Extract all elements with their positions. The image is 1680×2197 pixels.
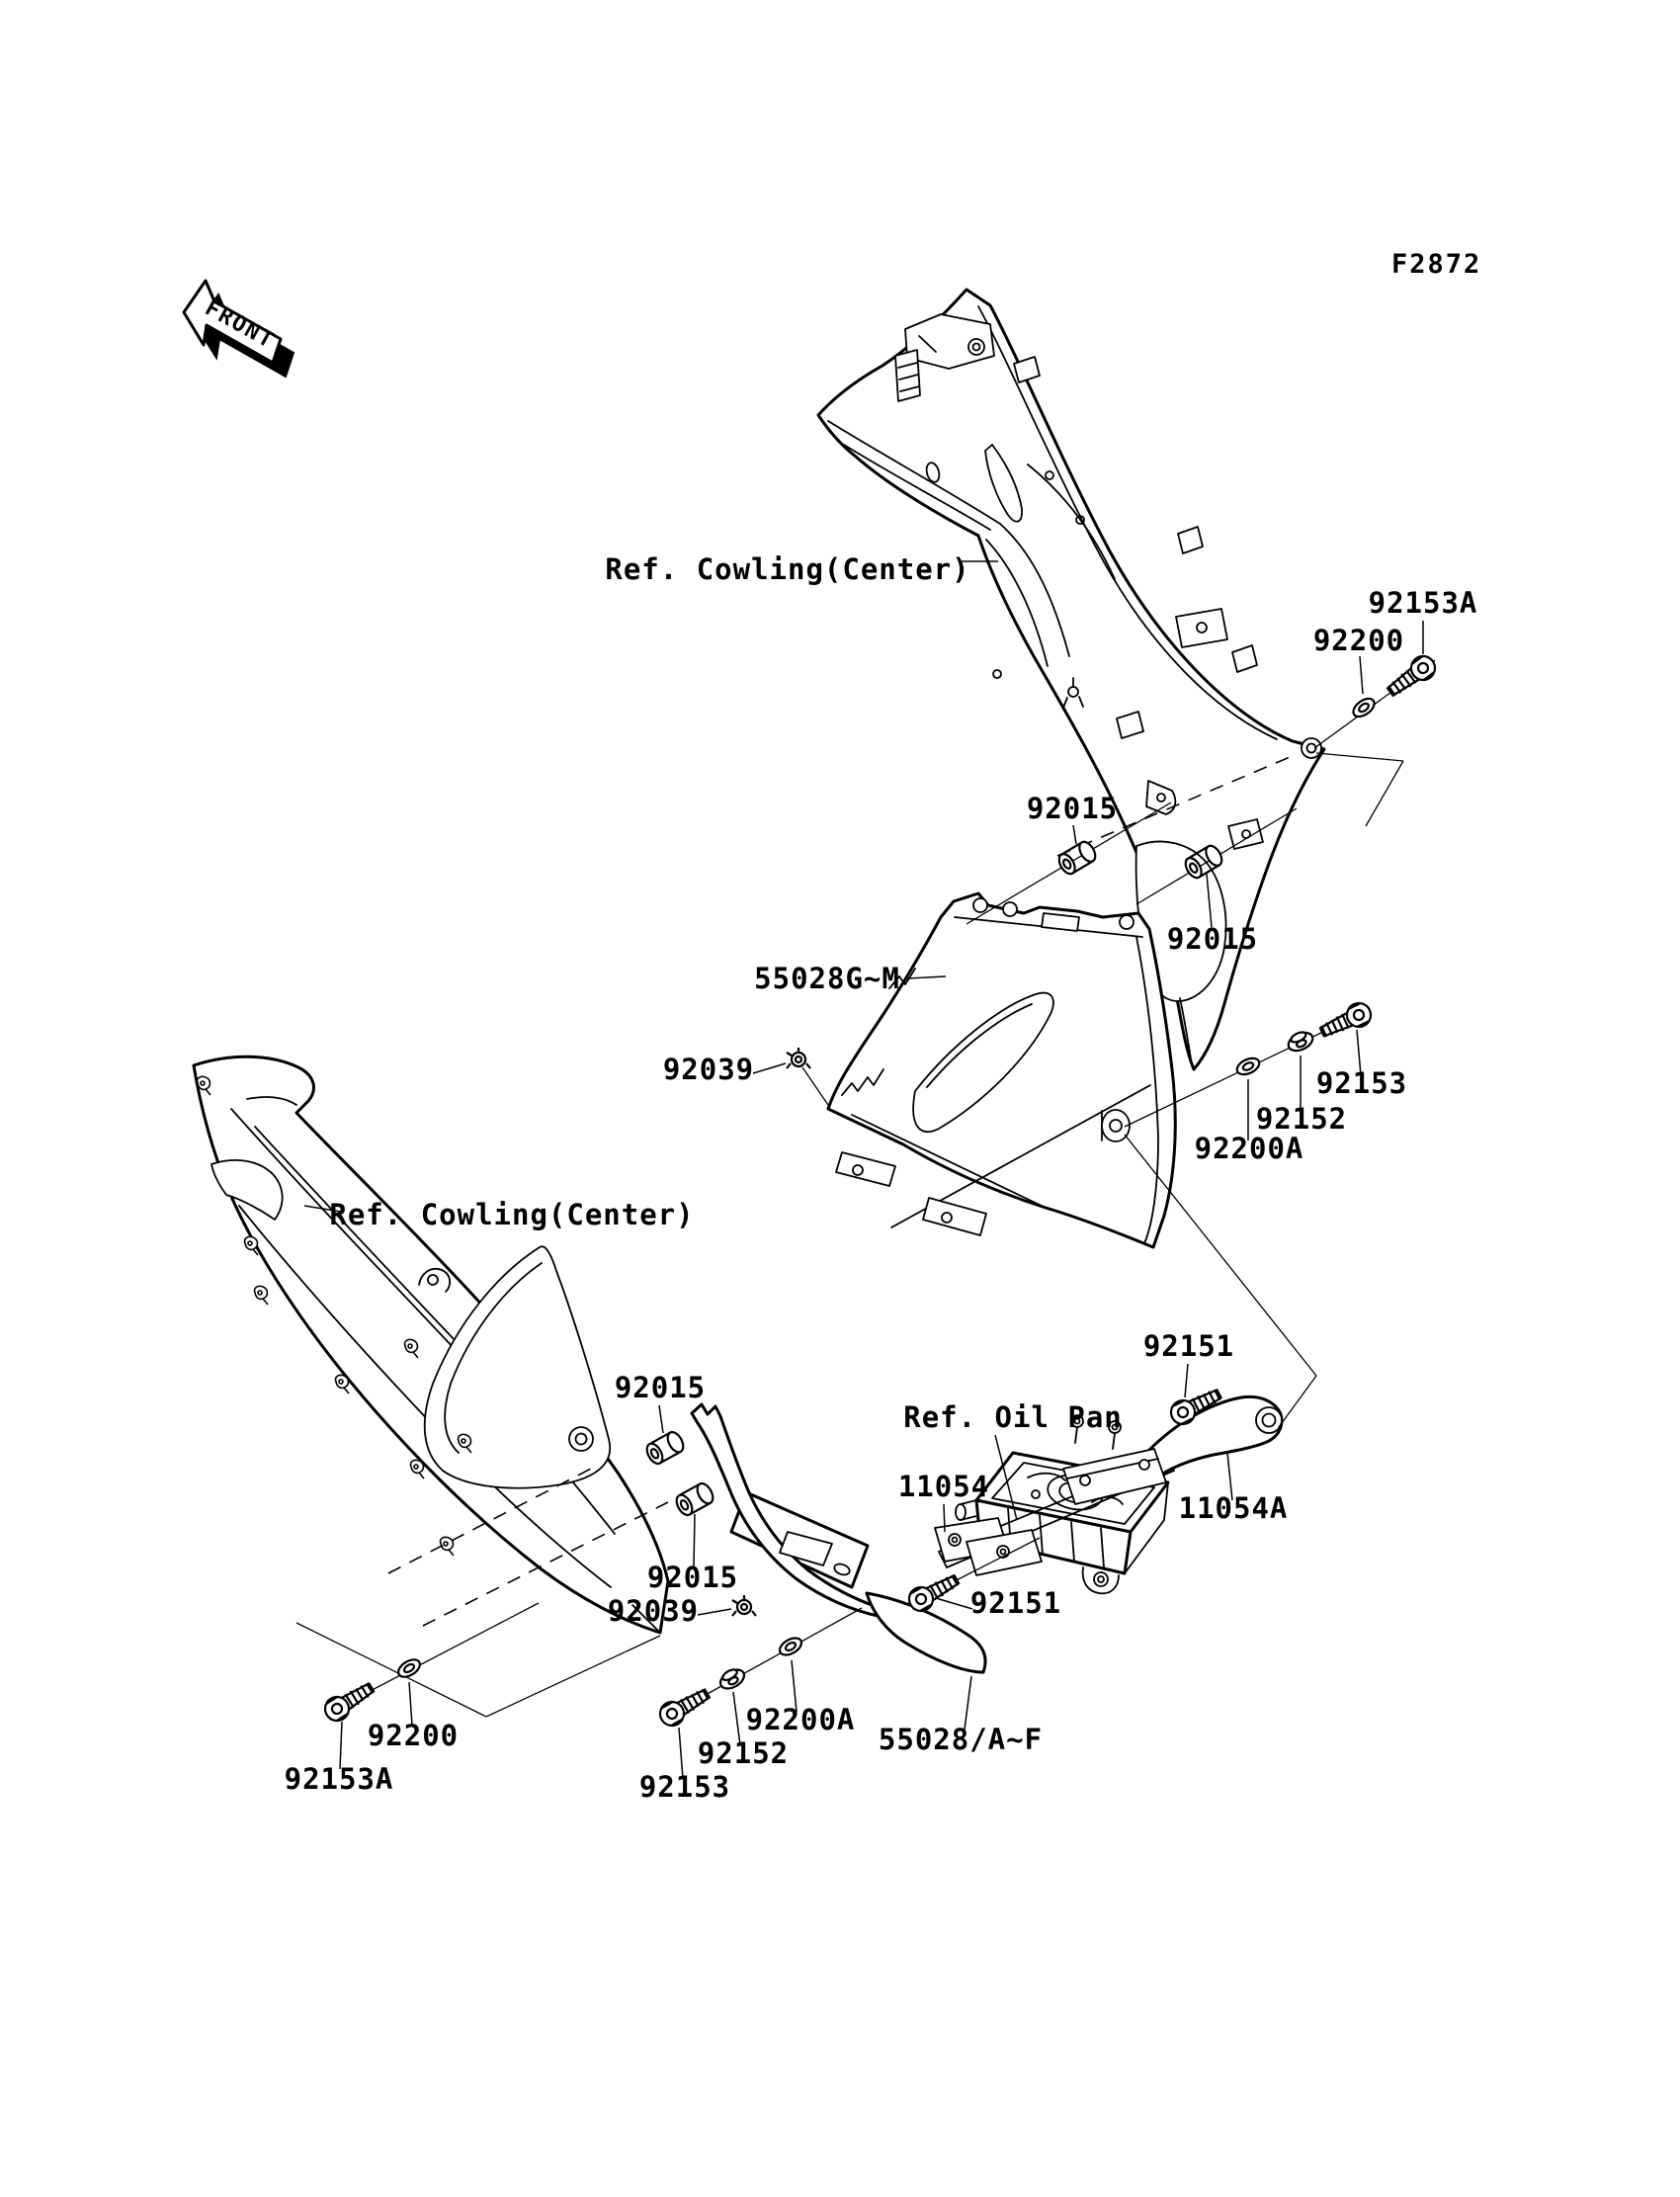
- left-cowling-drawing: [194, 1056, 668, 1633]
- part-label-92152-bottom: 92152: [697, 1736, 790, 1770]
- part-label-92200-top: 92200: [1312, 624, 1405, 657]
- clip-icon: [336, 1375, 349, 1394]
- collar-92015-d: [673, 1480, 715, 1517]
- part-label-92015-left-upper: 92015: [614, 1371, 707, 1404]
- part-label-92151-top: 92151: [1142, 1329, 1235, 1363]
- part-label-92152-right: 92152: [1255, 1102, 1348, 1136]
- axis-line: [1279, 1376, 1316, 1427]
- bolt-92153-bottom: [656, 1683, 714, 1730]
- axis-line: [1366, 761, 1403, 826]
- bracket-11054a-eye: [1256, 1407, 1282, 1433]
- leader-line: [944, 1504, 945, 1532]
- grommet-92152-right: [1285, 1028, 1315, 1054]
- inner-cowling-55028gm-drawing: [828, 893, 1175, 1247]
- clip-icon: [411, 1460, 424, 1479]
- part-label-92015-top-right: 92015: [1166, 922, 1259, 956]
- leader-line: [659, 1405, 663, 1433]
- figure-code: F2872: [1391, 249, 1482, 280]
- bolt-92153a-top: [1384, 651, 1440, 702]
- part-label-ref-oil-pan: Ref. Oil Pan: [903, 1400, 1123, 1434]
- axis-line: [486, 1636, 660, 1717]
- part-label-ref-cowling-top: Ref. Cowling(Center): [605, 552, 970, 586]
- part-label-92200a-right: 92200A: [1194, 1132, 1304, 1165]
- leader-line: [698, 1609, 731, 1615]
- bolt-92153-right: [1317, 999, 1375, 1043]
- part-label-92153a-top: 92153A: [1368, 586, 1478, 620]
- part-label-92153a-bottom: 92153A: [284, 1762, 394, 1796]
- leader-line: [1360, 656, 1363, 694]
- rivet-92039-bottom: [732, 1595, 756, 1616]
- part-label-92200a-bottom: 92200A: [745, 1703, 856, 1736]
- leader-line: [1185, 1364, 1188, 1397]
- part-label-92153-bottom: 92153: [638, 1770, 731, 1804]
- clip-icon: [255, 1286, 268, 1305]
- part-label-55028af: 55028/A~F: [878, 1723, 1044, 1756]
- clip-icon: [245, 1236, 258, 1255]
- part-label-92153-right: 92153: [1315, 1066, 1408, 1100]
- grommet-92152-bottom: [716, 1665, 747, 1693]
- front-arrow-label: FRONT: [201, 296, 279, 355]
- leader-line: [753, 1063, 786, 1073]
- part-label-92015-left-lower: 92015: [646, 1561, 739, 1594]
- leader-line: [965, 1676, 971, 1730]
- part-label-ref-cowling-left: Ref. Cowling(Center): [329, 1198, 695, 1231]
- part-label-11054: 11054: [897, 1470, 990, 1503]
- part-label-92039-top: 92039: [662, 1053, 755, 1086]
- bolt-92151-bottom: [905, 1569, 963, 1616]
- left-cowling-outline: [194, 1056, 668, 1633]
- rivet-92039-top: [787, 1048, 810, 1068]
- axis-line: [1316, 753, 1403, 761]
- leader-line: [694, 1514, 695, 1567]
- leader-line: [1073, 825, 1076, 844]
- part-label-92200-bottom: 92200: [367, 1719, 460, 1752]
- axis-line: [802, 1067, 828, 1105]
- leader-line: [936, 1598, 972, 1609]
- part-label-11054a: 11054A: [1178, 1491, 1289, 1525]
- front-direction-arrow: [184, 281, 294, 377]
- collar-92015-c: [643, 1429, 686, 1466]
- washer-92200a-bottom: [777, 1635, 804, 1658]
- washer-92200-bottom: [395, 1656, 423, 1681]
- part-label-92039-bottom: 92039: [607, 1594, 700, 1628]
- part-label-55028gm: 55028G~M: [754, 962, 900, 995]
- part-label-92015-top-left: 92015: [1026, 792, 1119, 825]
- washer-92200-top: [1350, 695, 1378, 719]
- washer-92200a-right: [1234, 1056, 1262, 1078]
- axis-line: [296, 1623, 486, 1717]
- part-label-92151-bottom: 92151: [969, 1586, 1062, 1620]
